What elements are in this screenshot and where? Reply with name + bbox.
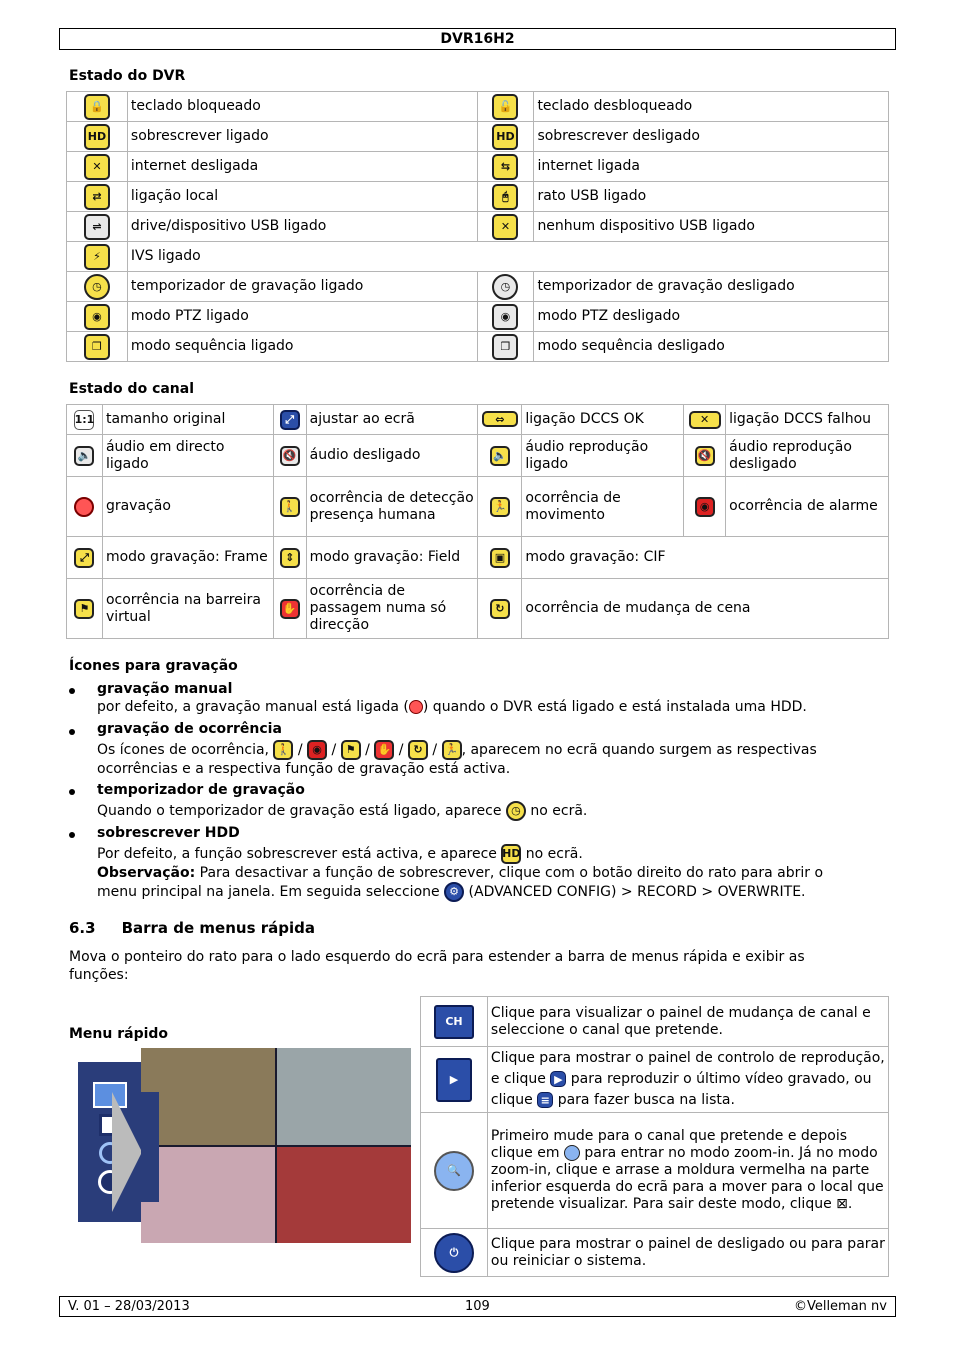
quick-menu-cell: Clique para mostrar o painel de desligado ou para parar ou reiniciar o sistema. (487, 1229, 888, 1277)
motion-icon (490, 497, 510, 517)
channel-cell: modo gravação: Field (306, 537, 478, 579)
quick-menu-cell: Clique para visualizar o painel de mudança de canal e seleccione o canal que pretende. (487, 997, 888, 1047)
sequence-on-icon (84, 334, 110, 360)
dvr-cell: internet desligada (127, 152, 477, 182)
recording-icons-heading: Ícones para gravação (69, 658, 238, 674)
internet-on-icon (492, 154, 518, 180)
no-usb-icon (492, 214, 518, 240)
channel-icon (434, 1005, 474, 1039)
cif-mode-icon (490, 548, 510, 568)
frame-mode-icon (74, 548, 94, 568)
header-title: DVR16H2 (440, 31, 515, 47)
channel-cell: tamanho original (102, 405, 273, 435)
internet-off-icon (84, 154, 110, 180)
fit-screen-icon (280, 410, 300, 430)
gear-icon (444, 882, 464, 902)
usb-drive-icon (84, 214, 110, 240)
dvr-cell: sobrescrever desligado (534, 122, 889, 152)
timer-on-icon (506, 801, 526, 821)
dvr-cell: teclado bloqueado (127, 92, 477, 122)
human-detection-icon (280, 497, 300, 517)
channel-cell: áudio reprodução ligado (522, 435, 684, 477)
channel-cell: ligação DCCS falhou (726, 405, 889, 435)
human-detection-icon (273, 740, 293, 760)
dvr-cell: modo sequência desligado (534, 332, 889, 362)
event-recording-title: gravação de ocorrência (97, 721, 282, 737)
dvr-cell: temporizador de gravação ligado (127, 272, 477, 302)
alarm-icon (307, 740, 327, 760)
dccs-fail-icon (689, 411, 721, 429)
one-way-icon (280, 599, 300, 619)
hdd-overwrite-on-icon (84, 124, 110, 150)
footer-brand: ©Velleman nv (793, 1299, 887, 1314)
manual-recording-title: gravação manual (97, 681, 233, 697)
channel-cell: modo gravação: CIF (522, 537, 889, 579)
camera-view (141, 1048, 275, 1145)
ptz-off-icon (492, 304, 518, 330)
footer-page-number: 109 (465, 1299, 490, 1314)
dvr-screen-preview (141, 1048, 411, 1243)
dvr-status-heading: Estado do DVR (69, 68, 186, 84)
channel-cell: ocorrência de mudança de cena (522, 579, 889, 639)
playback-audio-off-icon (695, 446, 715, 466)
list-icon (537, 1092, 553, 1108)
timer-off-icon (492, 274, 518, 300)
dvr-cell: sobrescrever ligado (127, 122, 477, 152)
channel-cell: modo gravação: Frame (102, 537, 273, 579)
bullet (69, 688, 75, 694)
footer-version: V. 01 – 28/03/2013 (68, 1299, 190, 1314)
hdd-overwrite-off-icon (492, 124, 518, 150)
document-header (59, 28, 896, 50)
bullet (69, 729, 75, 735)
camera-view (277, 1147, 411, 1243)
timer-recording-title: temporizador de gravação (97, 782, 305, 798)
scene-change-icon (408, 740, 428, 760)
channel-status-heading: Estado do canal (69, 381, 195, 397)
camera-view (141, 1147, 275, 1243)
camera-view (277, 1048, 411, 1145)
channel-cell: áudio desligado (306, 435, 478, 477)
section-intro: Mova o ponteiro do rato para o lado esquerdo do ecrã para estender a barra de menus rápida e exibir as funções: (69, 949, 805, 983)
live-audio-on-icon (74, 446, 94, 466)
lock-icon (84, 94, 110, 120)
dvr-cell: internet ligada (534, 152, 889, 182)
dvr-cell: temporizador de gravação desligado (534, 272, 889, 302)
play-icon (550, 1071, 566, 1087)
quick-menu-bar (141, 1092, 159, 1202)
recording-icon (409, 700, 423, 714)
dvr-status-table (66, 91, 889, 362)
hdd-overwrite-on-icon (501, 844, 521, 864)
channel-cell: áudio em directo ligado (102, 435, 273, 477)
expand-arrow (112, 1092, 142, 1212)
playback-audio-on-icon (490, 446, 510, 466)
dvr-cell: modo PTZ ligado (127, 302, 477, 332)
bullet (69, 789, 75, 795)
zoom-icon (564, 1145, 580, 1161)
document-footer (59, 1296, 896, 1317)
usb-mouse-icon (492, 184, 518, 210)
recording-icon (74, 497, 94, 517)
dvr-cell: IVS ligado (127, 242, 888, 272)
channel-cell: ocorrência de passagem numa só direcção (306, 579, 478, 639)
dvr-cell: modo PTZ desligado (534, 302, 889, 332)
alarm-icon (695, 497, 715, 517)
ivs-icon (84, 244, 110, 270)
timer-on-icon (84, 274, 110, 300)
manual-recording-text: por defeito, a gravação manual está ligada ( ) quando o DVR está ligado e está instalada uma HDD. (97, 699, 807, 715)
quick-menu-label: Menu rápido (69, 1026, 169, 1042)
dvr-cell: modo sequência ligado (127, 332, 477, 362)
dvr-cell: ligação local (127, 182, 477, 212)
original-size-icon (74, 410, 94, 430)
channel-cell: ocorrência de alarme (726, 477, 889, 537)
ptz-on-icon (84, 304, 110, 330)
channel-status-table (66, 404, 889, 639)
channel-cell: ocorrência de detecção presença humana (306, 477, 478, 537)
channel-cell: gravação (102, 477, 273, 537)
motion-icon (442, 740, 462, 760)
quick-menu-cell: Clique para mostrar o painel de controlo de reprodução, e clique ▶ para reproduzir o último vídeo gravado, ou clique ≡ para fazer busca na lista. (487, 1047, 888, 1113)
one-way-icon (374, 740, 394, 760)
audio-off-icon (280, 446, 300, 466)
channel-cell: ligação DCCS OK (522, 405, 684, 435)
event-recording-text: Os ícones de ocorrência, 🚶 / ◉ / ⚑ / ✋ / ↻ / 🏃, aparecem no ecrã quando surgem as respectivas ocorrências e a respectiva função de gravação está activa. (97, 740, 867, 778)
scene-change-icon (490, 599, 510, 619)
dccs-ok-icon (482, 411, 518, 427)
dvr-cell: rato USB ligado (534, 182, 889, 212)
unlock-icon (492, 94, 518, 120)
section-heading: 6.3 Barra de menus rápida (69, 919, 315, 937)
power-icon (434, 1233, 474, 1273)
channel-cell: ocorrência de movimento (522, 477, 684, 537)
timer-recording-text: Quando o temporizador de gravação está ligado, aparece ◷ no ecrã. (97, 801, 867, 821)
local-connection-icon (84, 184, 110, 210)
dvr-cell: drive/dispositivo USB ligado (127, 212, 477, 242)
zoom-icon (434, 1151, 474, 1191)
dvr-cell: nenhum dispositivo USB ligado (534, 212, 889, 242)
hdd-overwrite-text: Por defeito, a função sobrescrever está activa, e aparece HD no ecrã. Observação: Para desactivar a função de sobrescrever, clique com o botão direito do rato para abrir o menu principal na janela. Em seguida seleccione ⚙ (ADVANCED CONFIG) > RECORD > OVERWRITE. (97, 844, 867, 902)
bullet (69, 832, 75, 838)
playback-icon (436, 1058, 472, 1102)
virtual-fence-icon (341, 740, 361, 760)
channel-cell: ajustar ao ecrã (306, 405, 478, 435)
channel-cell: ocorrência na barreira virtual (102, 579, 273, 639)
hdd-overwrite-title: sobrescrever HDD (97, 825, 240, 841)
field-mode-icon (280, 548, 300, 568)
channel-cell: áudio reprodução desligado (726, 435, 889, 477)
quick-menu-table (420, 996, 889, 1277)
sequence-off-icon (492, 334, 518, 360)
dvr-cell: teclado desbloqueado (534, 92, 889, 122)
quick-menu-cell: Primeiro mude para o canal que pretende e depois clique em para entrar no modo zoom-in. Já no modo zoom-in, clique e arrase a moldura vermelha na parte inferior esquerda do ecrã para a mover para o local que pretende visualizar. Para sair deste modo, clique ⊠. (487, 1113, 888, 1229)
virtual-fence-icon (74, 599, 94, 619)
